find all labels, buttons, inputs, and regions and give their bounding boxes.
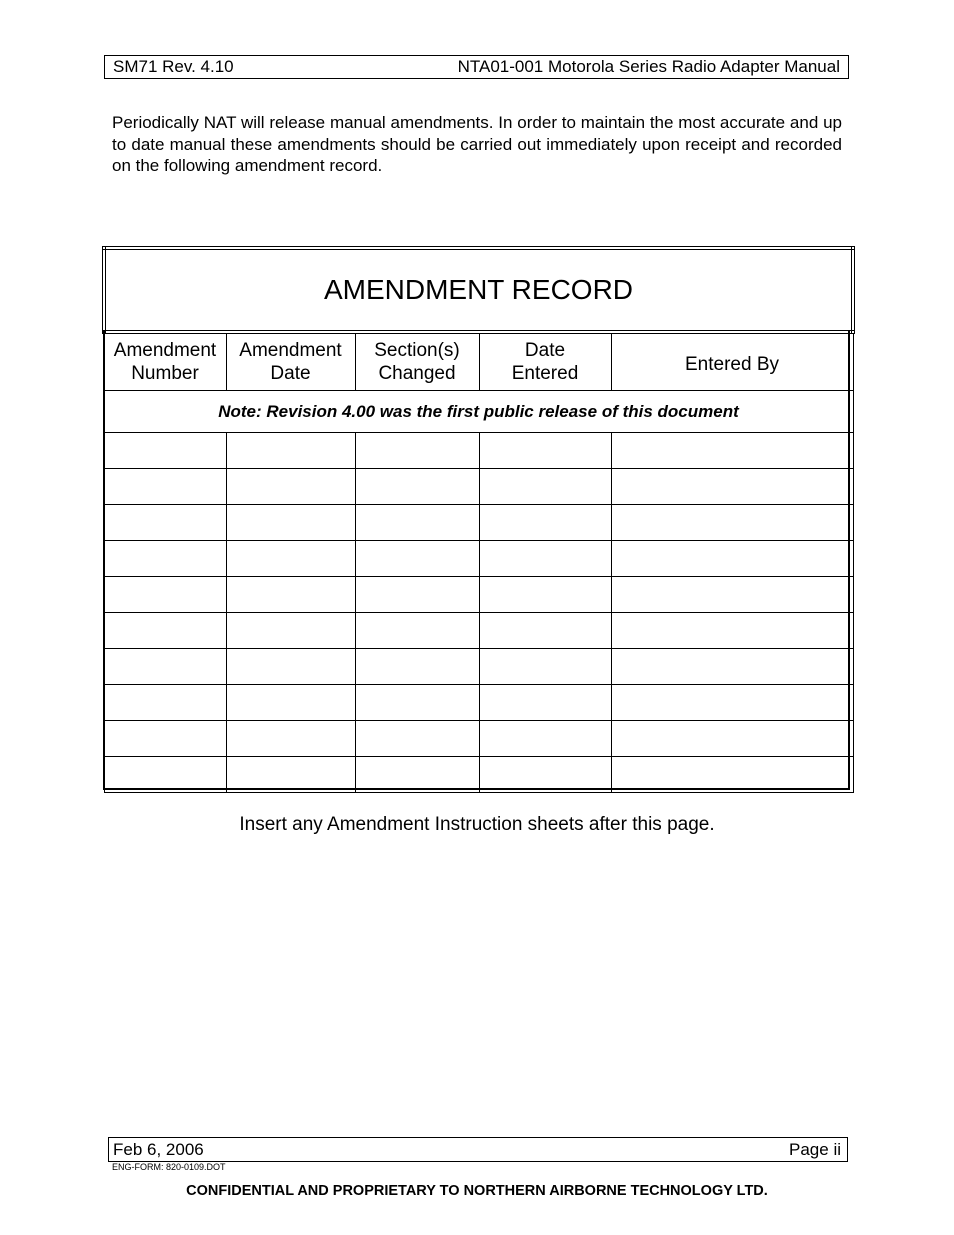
table-cell	[104, 721, 226, 757]
table-cell	[226, 685, 355, 721]
table-cell	[611, 505, 853, 541]
table-cell	[479, 685, 611, 721]
table-cell	[226, 649, 355, 685]
amendment-record-table	[102, 246, 855, 793]
column-header-line2: Number	[131, 363, 199, 384]
table-cell	[479, 433, 611, 469]
table-cell	[226, 577, 355, 613]
revision-note: Note: Revision 4.00 was the first public release of this document	[104, 391, 853, 433]
table-cell	[226, 505, 355, 541]
column-header-amendment-date	[226, 332, 355, 391]
table-cell	[355, 721, 479, 757]
table-cell	[479, 541, 611, 577]
table-cell	[355, 757, 479, 793]
table-cell	[479, 649, 611, 685]
table-cell	[104, 685, 226, 721]
column-header-line2: Entered	[511, 363, 579, 384]
table-cell	[611, 433, 853, 469]
table-cell	[479, 469, 611, 505]
table-cell	[479, 613, 611, 649]
column-header-entered-by	[611, 332, 853, 391]
table-cell	[611, 721, 853, 757]
table-row	[104, 541, 853, 577]
column-header-date-entered	[479, 332, 611, 391]
page-footer	[108, 1137, 848, 1162]
table-row	[104, 469, 853, 505]
table-row	[104, 577, 853, 613]
table-row	[104, 685, 853, 721]
table-cell	[226, 613, 355, 649]
column-header-amendment-number	[104, 332, 226, 391]
table-row	[104, 433, 853, 469]
table-cell	[611, 469, 853, 505]
table-cell	[611, 685, 853, 721]
table-cell	[104, 613, 226, 649]
column-header-line1: Entered By	[685, 353, 779, 375]
table-row	[104, 757, 853, 793]
table-cell	[479, 757, 611, 793]
table-cell	[479, 577, 611, 613]
confidentiality-notice: CONFIDENTIAL AND PROPRIETARY TO NORTHERN AIRBORNE TECHNOLOGY LTD.	[186, 1183, 768, 1199]
table-row	[104, 505, 853, 541]
footer-date: Feb 6, 2006	[113, 1140, 204, 1159]
table-row	[104, 649, 853, 685]
column-header-line1: Date	[524, 340, 566, 361]
table-cell	[104, 541, 226, 577]
table-header-row	[104, 332, 853, 391]
table-cell	[355, 649, 479, 685]
column-header-line1: Amendment	[113, 340, 217, 361]
table-cell	[226, 721, 355, 757]
table-cell	[104, 757, 226, 793]
table-row	[104, 613, 853, 649]
table-cell	[355, 613, 479, 649]
footer-page-number: Page ii	[789, 1140, 841, 1159]
table-cell	[226, 757, 355, 793]
header-manual-title: NTA01-001 Motorola Series Radio Adapter Manual	[457, 57, 840, 76]
column-header-line2: Changed	[378, 363, 456, 384]
form-code: ENG-FORM: 820-0109.DOT	[112, 1162, 226, 1172]
table-cell	[355, 541, 479, 577]
table-cell	[611, 613, 853, 649]
table-cell	[611, 577, 853, 613]
table-cell	[355, 469, 479, 505]
insert-instruction: Insert any Amendment Instruction sheets after this page.	[239, 814, 715, 835]
column-header-line1: Section(s)	[374, 340, 460, 361]
table-cell	[355, 577, 479, 613]
table-cell	[226, 433, 355, 469]
table-title: AMENDMENT RECORD	[104, 248, 853, 332]
table-cell	[355, 685, 479, 721]
table-cell	[355, 505, 479, 541]
table-cell	[611, 757, 853, 793]
table-cell	[104, 577, 226, 613]
table-cell	[104, 433, 226, 469]
table-cell	[226, 469, 355, 505]
intro-paragraph: Periodically NAT will release manual amendments. In order to maintain the most accurate and up to date manual these amendments should be carried out immediately upon receipt and recorded on the following amendment record.	[112, 113, 842, 175]
column-header-line1: Amendment	[239, 340, 342, 361]
table-cell	[226, 541, 355, 577]
table-cell	[479, 505, 611, 541]
table-cell	[104, 505, 226, 541]
header-doc-revision: SM71 Rev. 4.10	[113, 57, 234, 76]
column-header-sections-changed	[355, 332, 479, 391]
table-cell	[611, 649, 853, 685]
table-row	[104, 721, 853, 757]
table-cell	[104, 469, 226, 505]
table-cell	[479, 721, 611, 757]
table-cell	[355, 433, 479, 469]
page-header	[104, 55, 849, 79]
table-cell	[104, 649, 226, 685]
column-header-line2: Date	[270, 363, 311, 384]
table-cell	[611, 541, 853, 577]
